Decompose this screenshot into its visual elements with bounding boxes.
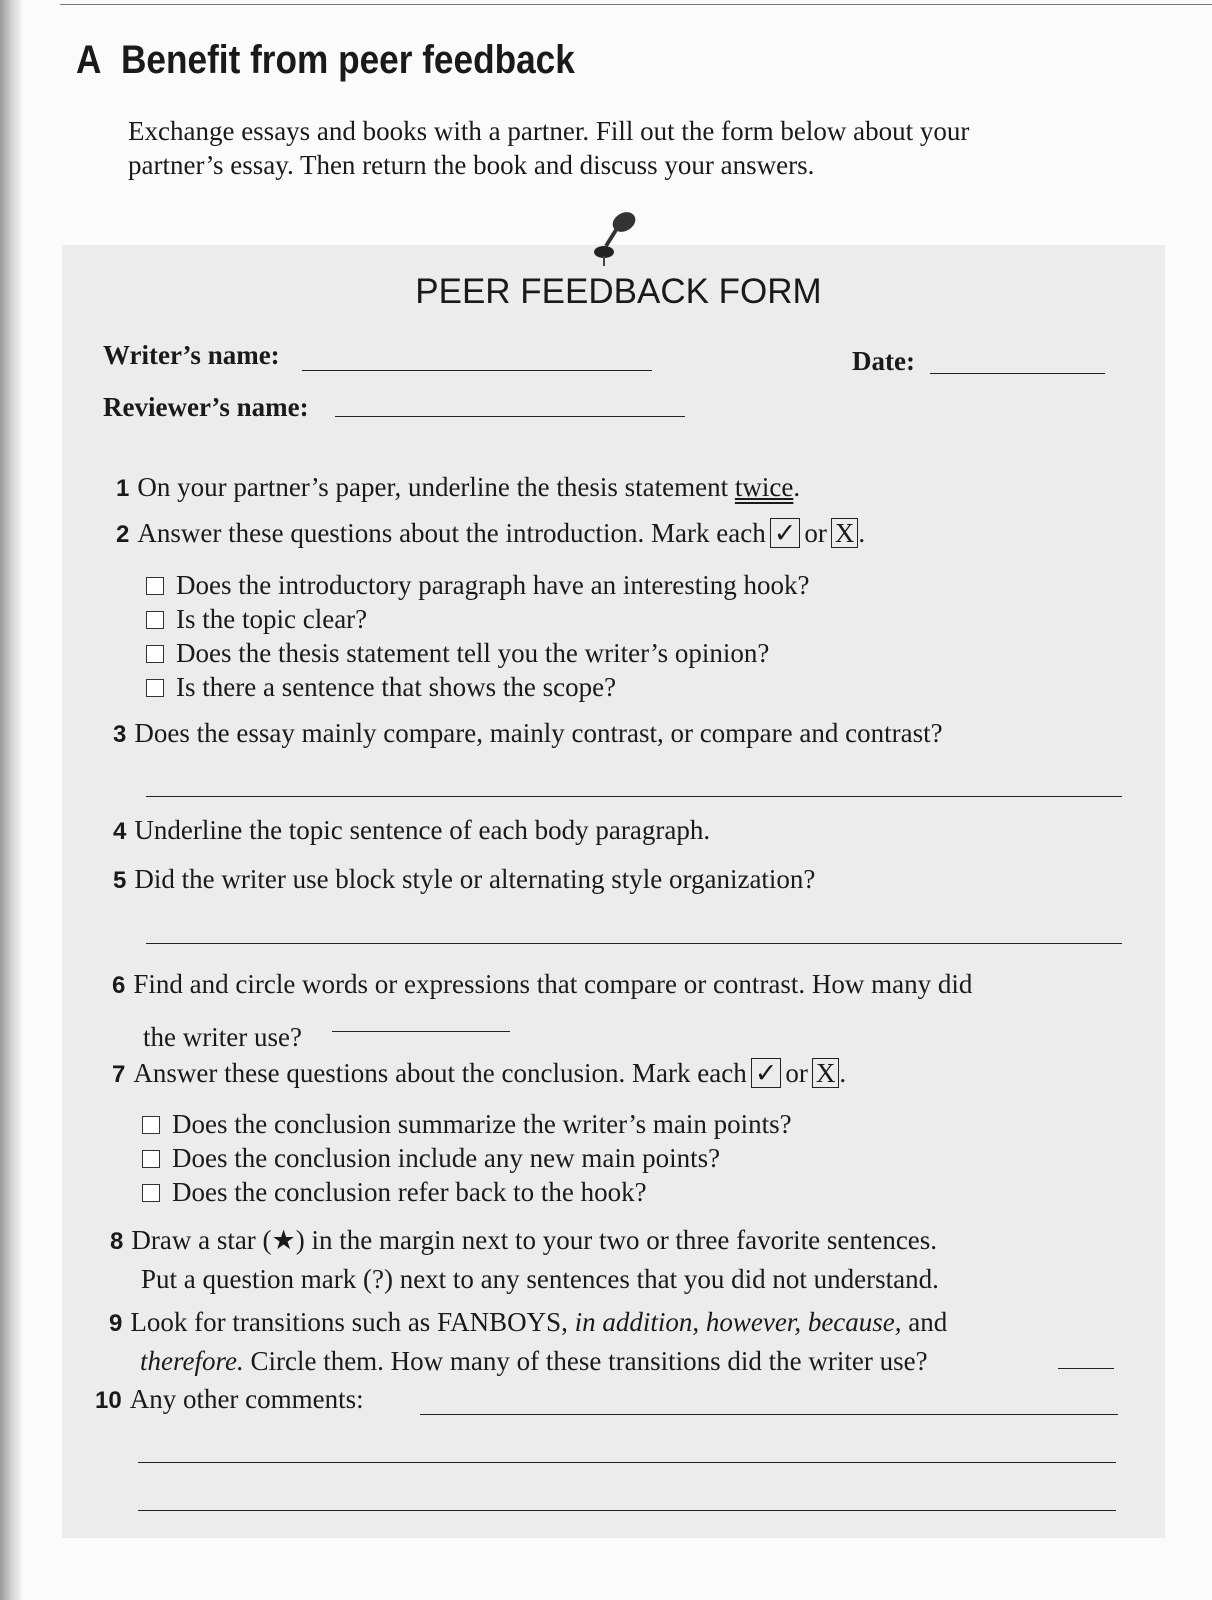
answer-line-9[interactable] xyxy=(1058,1368,1114,1369)
checklist-item: Does the conclusion include any new main points? xyxy=(142,1141,792,1175)
checklist-item: Is there a sentence that shows the scope? xyxy=(146,670,810,704)
item-5: 5 Did the writer use block style or alternating style organization? xyxy=(113,864,816,894)
checklist-item: Does the introductory paragraph have an interesting hook? xyxy=(146,568,810,602)
comments-line-1[interactable] xyxy=(420,1414,1118,1415)
checklist-item: Does the thesis statement tell you the writer’s opinion? xyxy=(146,636,810,670)
item-8: 8 Draw a star (★) in the margin next to your two or three favorite sentences. Put a question mark (?) next to any sentences that you did not understand. xyxy=(110,1225,939,1294)
answer-line-3[interactable] xyxy=(146,796,1122,797)
x-mark-icon: X xyxy=(812,1058,840,1088)
checkbox[interactable] xyxy=(146,611,164,629)
item-7: 7 Answer these questions about the conclusion. Mark each ✓ or X . xyxy=(112,1058,847,1088)
checkbox[interactable] xyxy=(146,577,164,595)
checkbox[interactable] xyxy=(142,1184,160,1202)
reviewer-name-label: Reviewer’s name: xyxy=(103,392,309,422)
checkbox[interactable] xyxy=(142,1116,160,1134)
form-title: PEER FEEDBACK FORM xyxy=(415,272,822,311)
date-label: Date: xyxy=(852,346,915,376)
x-mark-icon: X xyxy=(831,518,859,548)
date-field[interactable] xyxy=(930,373,1105,374)
check-mark-icon: ✓ xyxy=(751,1058,782,1088)
item-6: 6 Find and circle words or expressions that compare or contrast. How many did the writer use? xyxy=(112,969,973,1052)
intro-checklist xyxy=(146,568,810,704)
item-1: 1 On your partner’s paper, underline the thesis statement twice. xyxy=(116,472,801,502)
check-mark-icon: ✓ xyxy=(770,518,801,548)
pushpin-icon xyxy=(592,208,642,270)
conclusion-checklist xyxy=(142,1107,792,1209)
checkbox[interactable] xyxy=(142,1150,160,1168)
writer-name-label: Writer’s name: xyxy=(103,340,280,370)
checkbox[interactable] xyxy=(146,645,164,663)
page-shadow xyxy=(0,0,22,1600)
checkbox[interactable] xyxy=(146,679,164,697)
checklist-item: Does the conclusion refer back to the hook? xyxy=(142,1175,792,1209)
comments-line-2[interactable] xyxy=(138,1462,1116,1463)
answer-line-6[interactable] xyxy=(332,1031,510,1032)
item-4: 4 Underline the topic sentence of each body paragraph. xyxy=(113,815,711,845)
writer-name-field[interactable] xyxy=(302,370,652,371)
top-rule xyxy=(60,4,1212,5)
reviewer-name-field[interactable] xyxy=(335,416,685,417)
checklist-item: Does the conclusion summarize the writer’s main points? xyxy=(142,1107,792,1141)
checklist-item: Is the topic clear? xyxy=(146,602,810,636)
section-heading: A Benefit from peer feedback xyxy=(76,38,575,82)
item-9: 9 Look for transitions such as FANBOYS, in addition, however, because, and therefore. Circle them. How many of these transitions did the writer use? xyxy=(109,1307,948,1376)
comments-line-3[interactable] xyxy=(138,1510,1116,1511)
item-10: 10 Any other comments: xyxy=(95,1384,364,1414)
item-3: 3 Does the essay mainly compare, mainly contrast, or compare and contrast? xyxy=(113,718,943,748)
answer-line-5[interactable] xyxy=(146,943,1122,944)
item-2: 2 Answer these questions about the introduction. Mark each ✓ or X . xyxy=(116,518,866,548)
instructions: Exchange essays and books with a partner. Fill out the form below about your partner’s essay. Then return the book and discuss your answers. xyxy=(128,116,970,180)
